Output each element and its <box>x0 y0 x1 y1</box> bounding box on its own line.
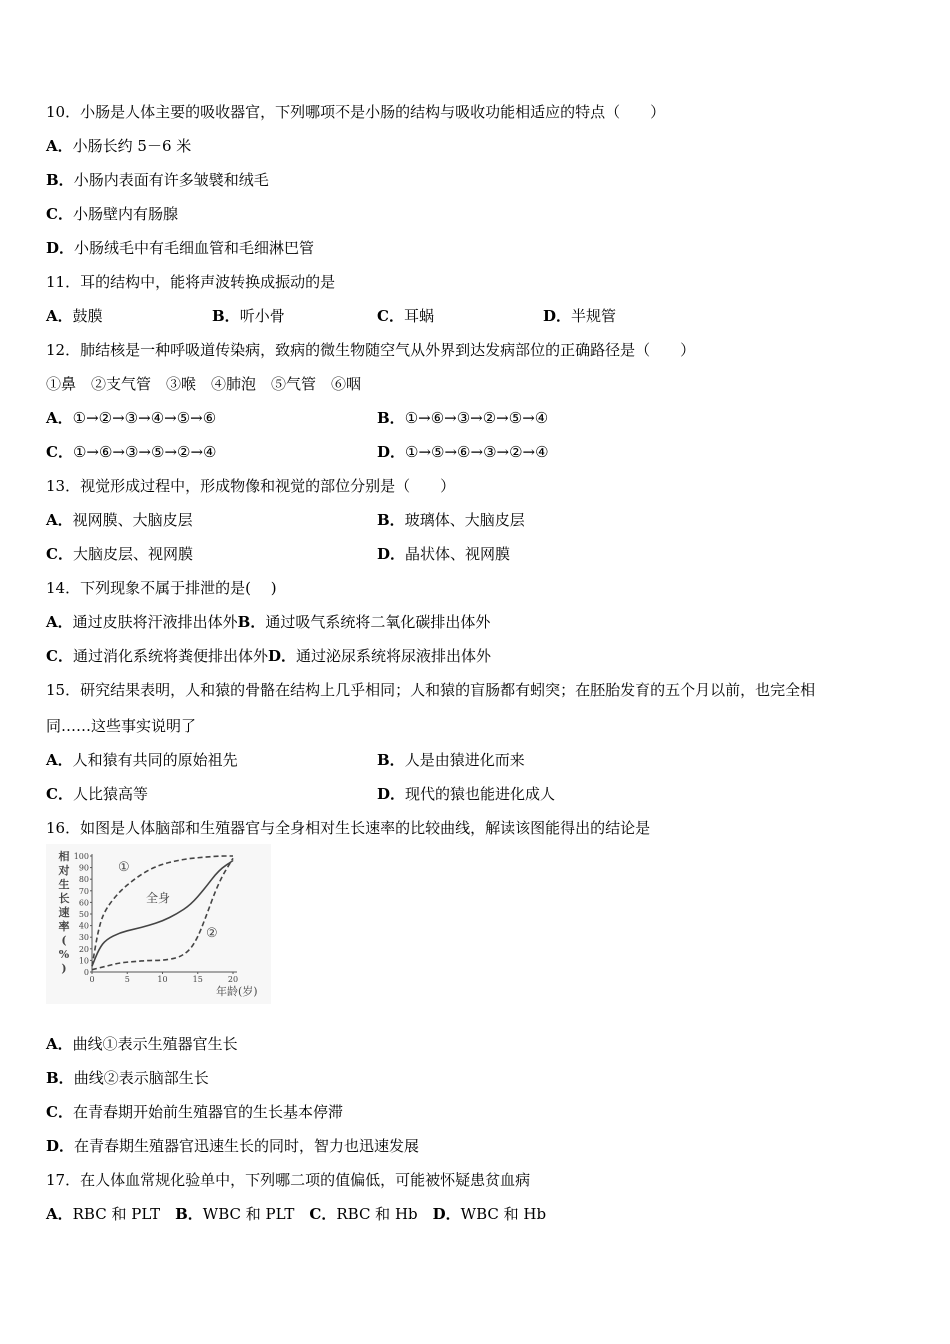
curve-whole-body-label: 全身 <box>146 891 171 905</box>
q11-option-a: A．鼓膜 <box>46 307 103 325</box>
y-axis-label-char: 对 <box>58 864 70 877</box>
y-tick-label: 60 <box>78 898 89 908</box>
curve-1-label: ① <box>118 860 130 875</box>
q10-option-c: C．小肠壁内有肠腺 <box>46 205 178 223</box>
y-tick-label: 90 <box>78 863 89 873</box>
q15-stem-line2: 同……这些事实说明了 <box>46 717 197 735</box>
q14-stem: 14．下列现象不属于排泄的是( ) <box>46 579 277 597</box>
q12-option-d: D．①→⑤→⑥→③→②→④ <box>377 443 549 461</box>
q15-stem-line1: 15．研究结果表明，人和猿的骨骼在结构上几乎相同；人和猿的盲肠都有蚓突；在胚胎发育的五个月以前，也完全相 <box>46 681 816 699</box>
y-tick-label: 30 <box>78 933 89 943</box>
y-tick-label: 20 <box>78 944 89 954</box>
x-tick-label: 0 <box>89 975 95 984</box>
q17-options: A．RBC 和 PLT B．WBC 和 PLT C．RBC 和 Hb D．WBC 和 Hb <box>46 1205 547 1223</box>
q11-option-d: D．半规管 <box>543 307 617 325</box>
x-tick-label: 20 <box>227 975 239 984</box>
y-axis-label-char: 率 <box>58 920 70 933</box>
q15-option-c: C．人比猿高等 <box>46 785 148 803</box>
q11-stem: 11．耳的结构中，能将声波转换成振动的是 <box>46 273 336 291</box>
curve-2-label: ② <box>206 926 218 941</box>
x-axis-label: 年龄(岁) <box>216 985 258 998</box>
q13-stem: 13．视觉形成过程中，形成物像和视觉的部位分别是（ ） <box>46 477 456 495</box>
q16-option-a: A．曲线①表示生殖器官生长 <box>46 1035 238 1053</box>
q15-option-a: A．人和猿有共同的原始祖先 <box>46 751 238 769</box>
x-tick-label: 10 <box>157 975 168 984</box>
y-tick-label: 80 <box>78 875 89 885</box>
q14-options-cd: C．通过消化系统将粪便排出体外D．通过泌尿系统将尿液排出体外 <box>46 647 491 665</box>
q12-option-a: A．①→②→③→④→⑤→⑥ <box>46 409 217 427</box>
q12-option-c: C．①→⑥→③→⑤→②→④ <box>46 443 217 461</box>
q12-stem: 12．肺结核是一种呼吸道传染病，致病的微生物随空气从外界到达发病部位的正确路径是（ ） <box>46 341 696 359</box>
q13-option-a: A．视网膜、大脑皮层 <box>46 511 193 529</box>
q10-option-d: D．小肠绒毛中有毛细血管和毛细淋巴管 <box>46 239 315 257</box>
y-tick-label: 10 <box>78 956 89 966</box>
y-tick-label: 70 <box>78 886 89 896</box>
q12-items: ①鼻 ②支气管 ③喉 ④肺泡 ⑤气管 ⑥咽 <box>46 375 362 393</box>
q15-option-d: D．现代的猿也能进化成人 <box>377 785 556 803</box>
q16-option-d: D．在青春期生殖器官迅速生长的同时，智力也迅速发展 <box>46 1137 420 1155</box>
y-axis-label-char: ) <box>61 962 67 975</box>
y-tick-label: 100 <box>73 852 89 861</box>
q10-stem: 10．小肠是人体主要的吸收器官，下列哪项不是小肠的结构与吸收功能相适应的特点（ ） <box>46 103 666 121</box>
q12-option-b: B．①→⑥→③→②→⑤→④ <box>377 409 549 427</box>
q16-option-b: B．曲线②表示脑部生长 <box>46 1069 209 1087</box>
q16-stem: 16．如图是人体脑部和生殖器官与全身相对生长速率的比较曲线，解读该图能得出的结论是 <box>46 819 651 837</box>
growth-rate-chart <box>46 844 271 1004</box>
q10-option-b: B．小肠内表面有许多皱襞和绒毛 <box>46 171 269 189</box>
q13-option-d: D．晶状体、视网膜 <box>377 545 511 563</box>
y-tick-label: 50 <box>78 910 89 919</box>
y-axis-label-char: 速 <box>58 906 70 919</box>
y-axis-label-char: 生 <box>58 878 70 891</box>
q11-option-b: B．听小骨 <box>212 307 285 325</box>
q11-option-c: C．耳蜗 <box>377 307 434 325</box>
q14-options-ab: A．通过皮肤将汗液排出体外B．通过吸气系统将二氧化碳排出体外 <box>46 613 491 631</box>
q13-option-b: B．玻璃体、大脑皮层 <box>377 511 525 529</box>
y-axis-label-char: % <box>58 948 70 961</box>
x-tick-label: 15 <box>192 975 203 984</box>
q16-option-c: C．在青春期开始前生殖器官的生长基本停滞 <box>46 1103 343 1121</box>
y-tick-label: 0 <box>83 968 89 977</box>
y-axis-label-char: 长 <box>58 892 70 905</box>
y-axis-label-char: ( <box>61 934 67 947</box>
q13-option-c: C．大脑皮层、视网膜 <box>46 545 193 563</box>
q10-option-a: A．小肠长约 5－6 米 <box>46 137 192 155</box>
y-tick-label: 40 <box>78 921 89 931</box>
q17-stem: 17．在人体血常规化验单中，下列哪二项的值偏低，可能被怀疑患贫血病 <box>46 1171 531 1189</box>
y-axis-label <box>58 849 70 975</box>
x-tick-label: 5 <box>124 975 130 984</box>
q15-option-b: B．人是由猿进化而来 <box>377 751 525 769</box>
y-axis-label-char: 相 <box>58 850 70 863</box>
